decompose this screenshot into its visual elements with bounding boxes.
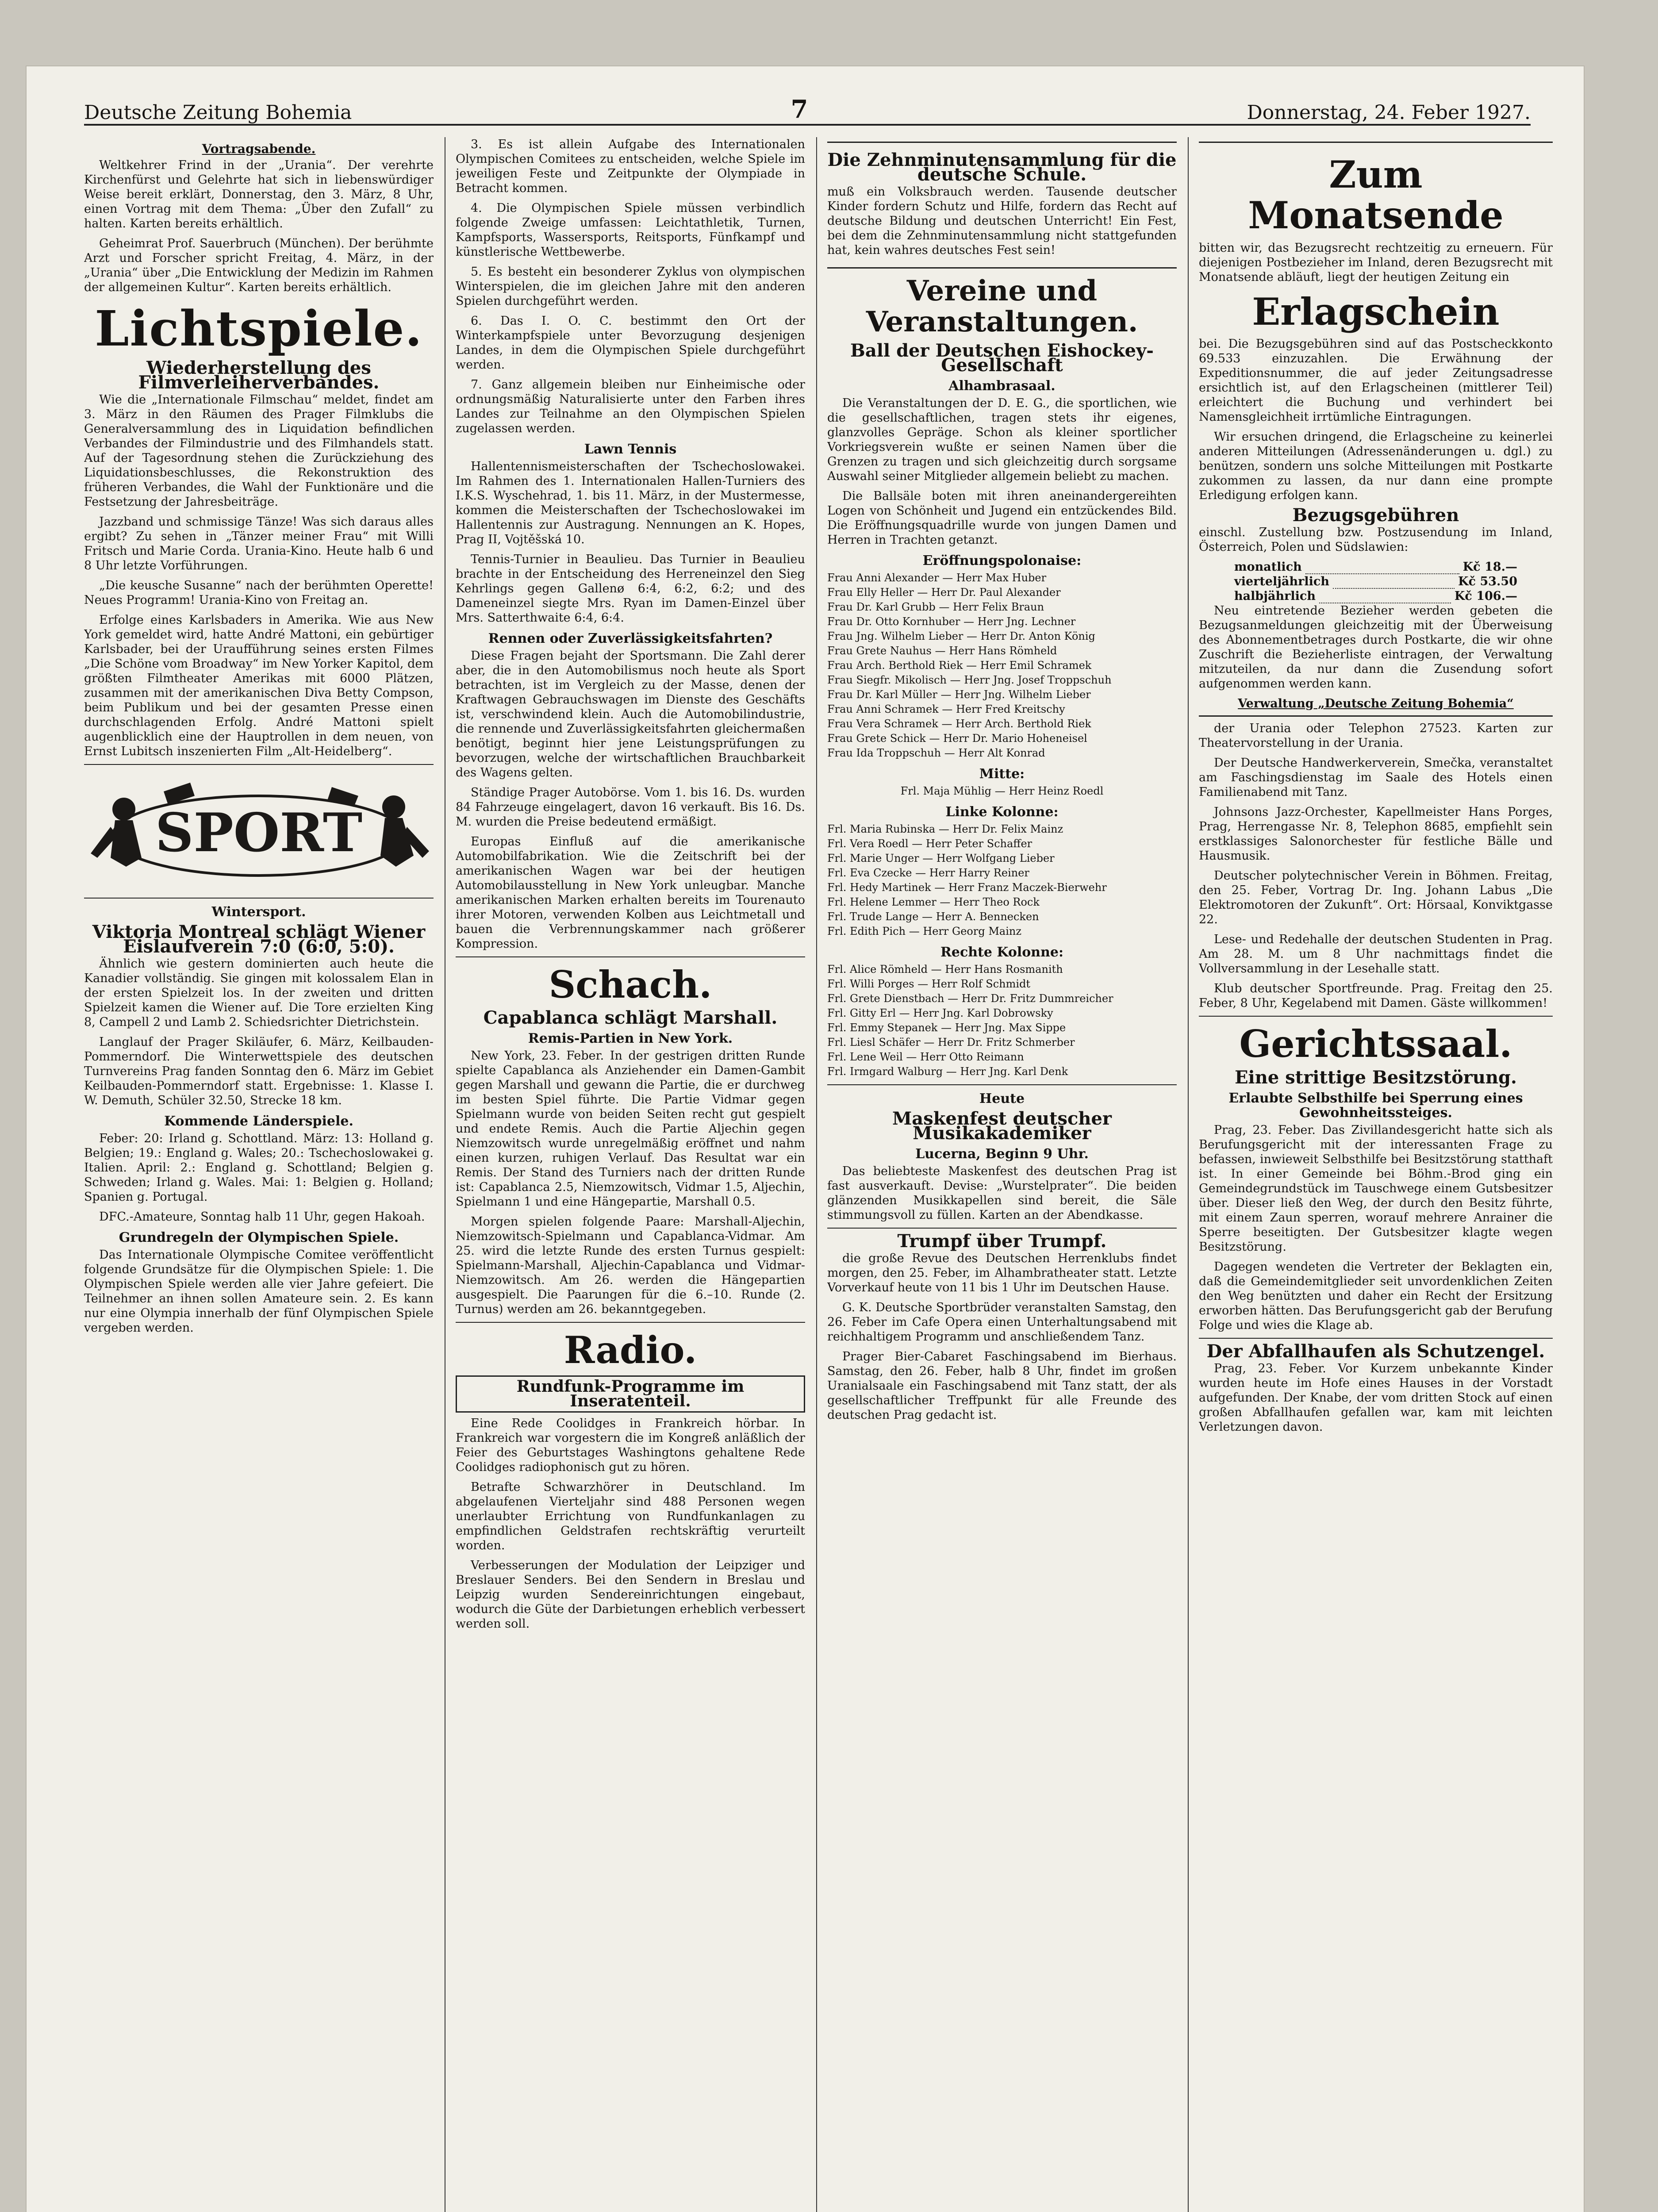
- article-paragraph: Hallentennismeisterschaften der Tschechoslowakei. Im Rahmen des 1. Internationalen Hallen-Turniers des I.K.S. Wyschehrad, 1. bis 11. März, in der Mustermesse, kommen die Meisterschaften der Tschechoslowakei im Hallentennis zur Austragung. Nennungen an K. Hopes, Prag II, Vojtěšská 10.: [456, 460, 805, 546]
- price-table: [1199, 560, 1553, 603]
- article-heading: Rennen oder Zuverlässigkeitsfahrten?: [488, 631, 773, 646]
- verwaltung-signature: Verwaltung „Deutsche Zeitung Bohemia“: [1238, 697, 1514, 711]
- price-value: Kč 18.—: [1462, 560, 1517, 574]
- list-item: Frau Anni Alexander — Herr Max Huber: [827, 571, 1047, 584]
- list-item: Frl. Eva Czecke — Herr Harry Reiner: [827, 866, 1029, 879]
- list-item: Frl. Willi Porges — Herr Rolf Schmidt: [827, 977, 1031, 990]
- article-kicker: Heute: [979, 1091, 1025, 1106]
- list-item: Frau Anni Schramek — Herr Fred Kreitschy: [827, 703, 1065, 715]
- divider: [1199, 1338, 1553, 1339]
- list-item: Frl. Irmgard Walburg — Herr Jng. Karl Denk: [827, 1065, 1068, 1078]
- list-heading: Rechte Kolonne:: [940, 944, 1064, 960]
- price-row: [1234, 589, 1517, 603]
- article-subheading: Alhambrasaal.: [948, 378, 1055, 394]
- article-heading: Capablanca schlägt Marshall.: [483, 1007, 778, 1029]
- dot-leader: [1319, 589, 1451, 603]
- article-heading: Grundregeln der Olympischen Spiele.: [119, 1230, 399, 1245]
- article-paragraph: Der Deutsche Handwerkerverein, Smečka, veranstaltet am Faschingsdienstag im Saale des Hotels einen Familienabend mit Tanz.: [1199, 756, 1553, 799]
- list-item: Frau Jng. Wilhelm Lieber — Herr Dr. Anton König: [827, 630, 1095, 642]
- article-subheading: Remis-Partien in New York.: [528, 1031, 733, 1047]
- article-paragraph: Langlauf der Prager Skiläufer, 6. März, Keilbauden-Pommerndorf. Die Winterwettspiele des deutschen Turnvereins Prag fanden Sonntag den 6. März im Gebiet Keilbauden-Pommerndorf statt. Ergebnisse: 1. Klasse I. W. Demuth, Schüler 32.50, Strecke 18 km.: [84, 1035, 434, 1107]
- section-heading-vortraege: Vortragsabende.: [202, 142, 316, 156]
- left-column-list: [827, 822, 1177, 939]
- list-item: Frau Arch. Berthold Riek — Herr Emil Schramek: [827, 659, 1092, 672]
- divider: [827, 1228, 1177, 1229]
- article-paragraph: Ähnlich wie gestern dominierten auch heute die Kanadier vollständig. Sie gingen mit kolossalem Elan in der ersten Spielzeit los. In der zweiten und dritten Spielzeit kamen die Wiener auf. Die Tore erzielten King 8, Campell 2 und Lamb 2. Schiedsrichter Dietrichstein.: [84, 957, 434, 1029]
- article-paragraph: Jazzband und schmissige Tänze! Was sich daraus alles ergibt? Zu sehen in „Tänzer meiner Frau“ mit Willi Fritsch und Marie Corda. Urania-Kino. Heute halb 6 und 8 Uhr letzte Vorführungen.: [84, 515, 434, 572]
- article-paragraph: Weltkehrer Frind in der „Urania“. Der verehrte Kirchenfürst und Gelehrte hat sich in liebenswürdiger Weise bereit erklärt, Donnerstag, den 3. März, 8 Uhr, einen Vortrag mit dem Thema: „Über den Zufall“ zu halten. Karten bereits erhältlich.: [84, 158, 434, 230]
- column-rule: [816, 137, 817, 2212]
- subscription-notice: [1199, 142, 1553, 717]
- divider: [1199, 1016, 1553, 1017]
- article-paragraph: Prager Bier-Cabaret Faschingsabend im Bierhaus. Samstag, den 26. Feber, halb 8 Uhr, findet im großen Uranialsaale ein Faschingsabend mit Tanz statt, der als gesellschaftlicher Treffpunkt für alle Freunde des deutschen Prag gedacht ist.: [827, 1349, 1177, 1422]
- sport-graphic-word: SPORT: [155, 802, 363, 864]
- right-column-list: [827, 962, 1177, 1079]
- article-paragraph: Erfolge eines Karlsbaders in Amerika. Wie aus New York gemeldet wird, hatte André Mattoni, ein gebürtiger Karlsbader, bei der Uraufführung seines ersten Filmes „Die Schöne vom Broadway“ im New Yorker Kapitol, dem größten Filmtheater Amerikas mit 6000 Plätzen, zusammen mit der amerikanischen Diva Betty Compson, beim Publikum und bei der gesamten Presse einen durchschlagenden Erfolg. André Mattoni spielt augenblicklich eine der Hauptrollen in dem neuen, von Ernst Lubitsch inszenierten Film „Alt-Heidelberg“.: [84, 613, 434, 758]
- price-value: Kč 53.50: [1458, 575, 1517, 589]
- list-item: Frau Siegfr. Mikolisch — Herr Jng. Josef Troppschuh: [827, 673, 1112, 686]
- list-item: Frau Grete Schick — Herr Dr. Mario Hoheneisel: [827, 732, 1087, 745]
- column-3: [827, 137, 1177, 2212]
- list-heading: Mitte:: [979, 766, 1025, 782]
- masthead-paper-name: Deutsche Zeitung Bohemia: [84, 101, 352, 124]
- list-item: Frl. Hedy Martinek — Herr Franz Maczek-Bierwehr: [827, 881, 1107, 894]
- article-heading: Eine strittige Besitzstörung.: [1235, 1067, 1517, 1088]
- article-paragraph: die große Revue des Deutschen Herrenklubs findet morgen, den 25. Feber, im Alhambratheater statt. Letzte Vorverkauf heute von 11 bis 1 Uhr im Deutschen Hause.: [827, 1251, 1177, 1294]
- article-paragraph: „Die keusche Susanne“ nach der berühmten Operette! Neues Programm! Urania-Kino von Freitag an.: [84, 579, 434, 607]
- article-subheading: Lucerna, Beginn 9 Uhr.: [915, 1146, 1089, 1162]
- article-paragraph: 4. Die Olympischen Spiele müssen verbindlich folgende Zweige umfassen: Leichtathletik, Turnen, Kampfsports, Wassersports, Reitsports, Fünfkampf und künstlerische Wettbewerbe.: [456, 201, 805, 259]
- sport-illustration-graphic: [84, 765, 434, 898]
- list-item: Frl. Vera Roedl — Herr Peter Schaffer: [827, 837, 1032, 850]
- article-heading: Ball der Deutschen Eishockey-Gesellschaft: [850, 340, 1154, 376]
- list-item: Frl. Grete Dienstbach — Herr Dr. Fritz Dummreicher: [827, 992, 1113, 1005]
- article-heading: Kommende Länderspiele.: [164, 1114, 353, 1129]
- section-heading-gerichtssaal: Gerichtssaal.: [1239, 1022, 1512, 1066]
- radio-program-box: Rundfunk-Programme im Inseratenteil.: [456, 1375, 805, 1413]
- notice-heading: Bezugsgebühren: [1292, 505, 1459, 526]
- article-paragraph: bei. Die Bezugsgebühren sind auf das Postscheckkonto 69.533 einzuzahlen. Die Erwähnung der Expeditionsnummer, die auf jeder Zeitungsadresse ersichtlich ist, auf den Erlagscheinen (mittlerer Teil) erleichtert die Buchung und verhindert bei Namensgleichheit irrtümliche Eintragungen.: [1199, 337, 1553, 424]
- article-paragraph: Neu eintretende Bezieher werden gebeten die Bezugsanmeldungen gleichzeitig mit der Überweisung des Abonnementbetrages durch Postkarte, die wir ohne Zuschrift die Bezieherliste eintragen, der Verwaltung mitzuteilen, da nur dann die Zusendung sofort aufgenommen werden kann.: [1199, 604, 1553, 691]
- divider: [827, 1084, 1177, 1085]
- notice-heading: Zum Monatsende: [1248, 153, 1504, 238]
- article-paragraph: 5. Es besteht ein besonderer Zyklus von olympischen Winterspielen, die im gleichen Jahre mit den anderen Spielen durchgeführt werden.: [456, 265, 805, 308]
- price-row: [1234, 574, 1517, 589]
- article-heading: Die Zehnminutensammlung für die deutsche Schule.: [827, 150, 1177, 185]
- article-paragraph: Betrafte Schwarzhörer in Deutschland. Im abgelaufenen Vierteljahr sind 488 Personen wegen unerlaubter Errichtung von Rundfunkanlagen zu empfindlichen Geldstrafen rechtskräftig verurteilt worden.: [456, 1480, 805, 1552]
- article-paragraph: Dagegen wendeten die Vertreter der Beklagten ein, daß die Gemeindemitglieder seit unvordenklichen Zeiten den Weg benützten und daher ein Recht der Ersitzung erworben hätten. Das Berufungsgericht gab der Berufung Folge und wies die Klage ab.: [1199, 1260, 1553, 1332]
- masthead-date: Donnerstag, 24. Feber 1927.: [1247, 101, 1531, 124]
- article-paragraph: Tennis-Turnier in Beaulieu. Das Turnier in Beaulieu brachte in der Entscheidung des Herreneinzel den Sieg Kehrlings gegen Gallenø 6:4, 6:2, 6:2; und des Dameneinzel siegte Mrs. Ryan im Damen-Einzel über Mrs. Satterthwaite 6:4, 6:4.: [456, 553, 805, 625]
- article-paragraph: 7. Ganz allgemein bleiben nur Einheimische oder ordnungsmäßig Naturalisierte unter den Farben ihres Landes zur Teilnahme an den Olympischen Spielen zugelassen werden.: [456, 378, 805, 435]
- list-item: Frl. Marie Unger — Herr Wolfgang Lieber: [827, 852, 1055, 864]
- article-paragraph: Die Ballsäle boten mit ihren aneinandergereihten Logen von Schönheit und Jugend ein entzückendes Bild. Die Eröffnungsquadrille wurde von jungen Damen und Herren in Trachten getanzt.: [827, 489, 1177, 547]
- list-item: Frau Dr. Karl Müller — Herr Jng. Wilhelm Lieber: [827, 688, 1091, 701]
- list-heading: Linke Kolonne:: [945, 804, 1059, 820]
- list-heading: Eröffnungspolonaise:: [922, 553, 1082, 568]
- article-paragraph: Die Veranstaltungen der D. E. G., die sportlichen, wie die gesellschaftlichen, tragen stets ihr eigenes, glanzvolles Gepräge. Schon als kleiner sportlicher Vorkriegsverein wußte er seinen Namen über die Grenzen zu tragen und sich gleichzeitig durch sorgsame Auswahl seiner Mitglieder allgemein beliebt zu machen.: [827, 396, 1177, 483]
- article-paragraph: Deutscher polytechnischer Verein in Böhmen. Freitag, den 25. Feber, Vortrag Dr. Ing. Johann Labus „Die Elektromotoren der Zukunft“. Ort: Hörsaal, Konviktgasse 22.: [1199, 869, 1553, 927]
- article-heading: Maskenfest deutscher Musikakademiker: [892, 1108, 1112, 1144]
- list-item: Frl. Gitty Erl — Herr Jng. Karl Dobrowsky: [827, 1006, 1053, 1019]
- column-4: [1199, 137, 1553, 2212]
- article-paragraph: Wie die „Internationale Filmschau“ meldet, findet am 3. März in den Räumen des Prager Filmklubs die Generalversammlung des in Liquidation befindlichen Verbandes der Filmindustrie und des Filmhandels statt. Auf der Tagesordnung stehen die Zurückziehung des Liquidationsbeschlusses, die Rekonstruktion des früheren Verbandes, die Wahl der Funktionäre und die Festsetzung der Jahresbeiträge.: [84, 393, 434, 509]
- column-rule: [1188, 137, 1189, 2212]
- article-paragraph: einschl. Zustellung bzw. Postzusendung im Inland, Österreich, Polen und Südslawien:: [1199, 526, 1553, 554]
- article-heading: Trumpf über Trumpf.: [897, 1230, 1107, 1252]
- polonaise-list: [827, 571, 1177, 760]
- list-item: Frau Elly Heller — Herr Dr. Paul Alexander: [827, 586, 1061, 599]
- article-paragraph: Europas Einfluß auf die amerikanische Automobilfabrikation. Wie die Zeitschrift bei der amerikanischen Wagen war bei der heutigen Automobilausstellung in New York unleugbar. Manche amerikanischen Marken erhalten bereits im Tourenauto ihrer Motoren, verwenden Kolben aus Leichtmetall und bauen die Verbrennungskammer nach größerer Kompression.: [456, 835, 805, 951]
- list-item: Frau Grete Nauhus — Herr Hans Römheld: [827, 644, 1057, 657]
- masthead: [84, 84, 1531, 126]
- price-row: [1234, 560, 1517, 574]
- article-paragraph: DFC.-Amateure, Sonntag halb 11 Uhr, gegen Hakoah.: [99, 1210, 425, 1224]
- article-paragraph: Johnsons Jazz-Orchester, Kapellmeister Hans Porges, Prag, Herrengasse Nr. 8, Telephon 8685, empfiehlt sein erstklassiges Salonorchester für festliche Bälle und Hausmusik.: [1199, 805, 1553, 863]
- article-paragraph: Ständige Prager Autobörse. Vom 1. bis 16. Ds. wurden 84 Fahrzeuge eingelagert, davon 16 verkauft. Bis 16. Ds. M. wurden die Preise bedeutend ermäßigt.: [456, 786, 805, 829]
- article-subheading: Erlaubte Selbsthilfe bei Sperrung eines Gewohnheitssteiges.: [1228, 1090, 1523, 1121]
- article-paragraph: New York, 23. Feber. In der gestrigen dritten Runde spielte Capablanca als Anziehender ein Damen-Gambit gegen Marshall und gewann die Partie, die er durchweg im besten Spiel führte. Die Partie Vidmar gegen Spielmann wurde von beiden Seiten recht gut gespielt und endete Remis. Auch die Partie Aljechin gegen Niemzowitsch wurde unregelmäßig eröffnet und nahm einen kurzen, ruhigen Verlauf. Das Resultat war ein Remis. Der Stand des Turniers nach der dritten Runde ist: Capablanca 2.5, Niemzowitsch, Vidmar 1.5, Aljechin, Spielmann 1 und eine Hängepartie, Marshall 0.5.: [456, 1049, 805, 1209]
- list-item: Frl. Alice Römheld — Herr Hans Rosmanith: [827, 963, 1063, 975]
- price-label: monatlich: [1234, 560, 1302, 574]
- article-paragraph: Feber: 20: Irland g. Schottland. März: 13: Holland g. Belgien; 19.: England g. Wales; 20.: Tschechoslowakei g. Italien. April: 2.: England g. Schottland; Belgien g. Schweden; Irland g. Wales. Mai: 1: Belgien g. Holland; Spanien g. Portugal.: [84, 1132, 434, 1204]
- list-item: Frau Dr. Otto Kornhuber — Herr Jng. Lechner: [827, 615, 1076, 628]
- section-heading-wintersport: Wintersport.: [211, 904, 306, 920]
- appeal-box: [827, 142, 1177, 269]
- article-heading: Viktoria Montreal schlägt Wiener Eislaufverein 7:0 (6:0, 5:0).: [92, 922, 426, 957]
- column-2: [456, 137, 805, 2212]
- section-heading-radio: Radio.: [564, 1328, 697, 1372]
- price-value: Kč 106.—: [1454, 589, 1517, 603]
- divider: [456, 1322, 805, 1323]
- divider: [456, 956, 805, 957]
- list-item: Frau Vera Schramek — Herr Arch. Berthold Riek: [827, 717, 1091, 730]
- section-heading-lichtspiele: Lichtspiele.: [95, 300, 423, 357]
- article-paragraph: Eine Rede Coolidges in Frankreich hörbar. In Frankreich war vorgestern die im Kongreß anläßlich der Feier des Geburtstages Washingtons gehaltene Rede Coolidges radiophonisch gut zu hören.: [456, 1416, 805, 1474]
- list-item: Frl. Helene Lemmer — Herr Theo Rock: [827, 895, 1040, 908]
- article-heading: Der Abfallhaufen als Schutzengel.: [1206, 1340, 1545, 1362]
- article-paragraph: Lese- und Redehalle der deutschen Studenten in Prag. Am 28. M. um 8 Uhr nachmittags findet die Vollversammlung in der Lesehalle statt.: [1199, 933, 1553, 976]
- section-heading-schach: Schach.: [549, 963, 712, 1006]
- section-heading-vereine: Vereine und Veranstaltungen.: [866, 274, 1138, 339]
- dot-leader: [1333, 574, 1455, 589]
- notice-heading: Erlagschein: [1252, 289, 1500, 334]
- list-item: Frl. Lene Weil — Herr Otto Reimann: [827, 1050, 1024, 1063]
- article-paragraph: der Urania oder Telephon 27523. Karten zur Theatervorstellung in der Urania.: [1199, 722, 1553, 750]
- column-1: [84, 137, 434, 2212]
- article-paragraph: muß ein Volksbrauch werden. Tausende deutscher Kinder fordern Schutz und Hilfe, fordern das Recht auf deutsche Bildung und deutschen Unterricht! Ein Fest, bei dem die Zehnminutensammlung nicht stattgefunden hat, kein wahres deutsches Fest sein!: [827, 185, 1177, 257]
- article-paragraph: Klub deutscher Sportfreunde. Prag. Freitag den 25. Feber, 8 Uhr, Kegelabend mit Damen. Gäste willkommen!: [1199, 982, 1553, 1010]
- article-paragraph: Geheimrat Prof. Sauerbruch (München). Der berühmte Arzt und Forscher spricht Freitag, 4. März, in der „Urania“ über „Die Entwicklung der Medizin im Rahmen der allgemeinen Kultur“. Karten bereits erhältlich.: [84, 237, 434, 294]
- section-heading-tennis: Lawn Tennis: [584, 442, 677, 457]
- list-item: Frau Dr. Karl Grubb — Herr Felix Braun: [827, 600, 1044, 613]
- list-item: Frl. Edith Pich — Herr Georg Mainz: [827, 925, 1021, 937]
- list-item: Frl. Liesl Schäfer — Herr Dr. Fritz Schmerber: [827, 1036, 1075, 1048]
- article-paragraph: Prag, 23. Feber. Das Zivillandesgericht hatte sich als Berufungsgericht mit der interessanten Frage zu befassen, inwieweit Selbsthilfe bei Besitzstörung statthaft ist. In einer Gemeinde bei Böhm.-Brod ging ein Gemeindegrundstück im Tauschwege einem Gutsbesitzer über. Dieser ließ den Weg, der durch den Besitz führte, mit einem Zaun sperren, worauf mehrere Anrainer die Sperre beseitigten. Der Gutsbesitzer klagte wegen Besitzstörung.: [1199, 1123, 1553, 1254]
- article-paragraph: Prag, 23. Feber. Vor Kurzem unbekannte Kinder wurden heute im Hofe eines Hauses in der Vorstadt aufgefunden. Der Knabe, der vom dritten Stock auf einen großen Abfallhaufen gefallen war, kam mit leichten Verletzungen davon.: [1199, 1361, 1553, 1434]
- article-paragraph: Wir ersuchen dringend, die Erlagscheine zu keinerlei anderen Mitteilungen (Adressenänderungen u. dgl.) zu benützen, sondern uns solche Mitteilungen mit Postkarte zukommen zu lassen, da nur dann eine prompte Erledigung erfolgen kann.: [1199, 430, 1553, 503]
- article-heading: Wiederherstellung des Filmverleiherverbandes.: [138, 357, 380, 393]
- article-paragraph: Das beliebteste Maskenfest des deutschen Prag ist fast ausverkauft. Devise: „Wurstelprater“. Die beiden glänzenden Musikkapellen sind bereit, die Säle stimmungsvoll zu füllen. Karten an der Abendkasse.: [827, 1164, 1177, 1222]
- list-item: Frau Ida Troppschuh — Herr Alt Konrad: [827, 746, 1045, 759]
- page-number: 7: [791, 95, 808, 124]
- sport-banner-illustration: [84, 764, 434, 899]
- article-paragraph: G. K. Deutsche Sportbrüder veranstalten Samstag, den 26. Feber im Cafe Opera einen Unterhaltungsabend mit reichhaltigem Programm und anschließendem Tanz.: [827, 1300, 1177, 1344]
- newspaper-page: [27, 66, 1584, 2212]
- article-paragraph: Verbesserungen der Modulation der Leipziger und Breslauer Senders. Bei den Sendern in Breslau und Leipzig wurden Sendereinrichtungen eingebaut, wodurch die Güte der Darbietungen erheblich verbessert werden soll.: [456, 1558, 805, 1631]
- article-paragraph: bitten wir, das Bezugsrecht rechtzeitig zu erneuern. Für diejenigen Postbezieher im Inland, deren Bezugsrecht mit Monatsende abläuft, liegt der heutigen Zeitung ein: [1199, 241, 1553, 284]
- dot-leader: [1305, 560, 1459, 574]
- price-label: halbjährlich: [1234, 589, 1316, 603]
- list-item: Frl. Trude Lange — Herr A. Bennecken: [827, 910, 1039, 923]
- article-paragraph: 6. Das I. O. C. bestimmt den Ort der Winterkampfspiele unter Bevorzugung desjenigen Landes, in dem die Olympischen Spiele durchgeführt werden.: [456, 314, 805, 372]
- list-item: Frl. Emmy Stepanek — Herr Jng. Max Sippe: [827, 1021, 1066, 1034]
- price-label: vierteljährlich: [1234, 575, 1329, 589]
- article-paragraph: Morgen spielen folgende Paare: Marshall-Aljechin, Niemzowitsch-Spielmann und Capablanca-Vidmar. Am 25. wird die letzte Runde des ersten Turnus gespielt: Spielmann-Marshall, Aljechin-Capablanca und Vidmar-Niemzowitsch. Am 26. werden die Hängepartien ausgespielt. Die Paarungen für die 6.–10. Runde (2. Turnus) werden am 26. bekanntgegeben.: [456, 1215, 805, 1317]
- list-item: Frl. Maja Mühlig — Herr Heinz Roedl: [900, 784, 1104, 797]
- article-paragraph: Das Internationale Olympische Comitee veröffentlicht folgende Grundsätze für die Olympischen Spiele: 1. Die Olympischen Spiele werden alle vier Jahre gefeiert. Die Teilnehmer an ihnen sollen Amateure sein. 2. Es kann nur eine Olympia innerhalb der fünf Olympischen Spiele vergeben werden.: [84, 1248, 434, 1335]
- list-item: Frl. Maria Rubinska — Herr Dr. Felix Mainz: [827, 822, 1063, 835]
- article-paragraph: Diese Fragen bejaht der Sportsmann. Die Zahl derer aber, die in den Automobilismus noch heute als Sport betrachten, ist im Vergleich zu der Masse, denen der Kraftwagen Gebrauchswagen im Dienste des Geschäfts ist, verschwindend klein. Auch die Automobilindustrie, die rennende und Zuverlässigkeitsfahrten gleichermaßen benötigt, beginnt hier jene Leistungsprüfungen zu bevorzugen, welche der wirtschaftlichen Brauchbarkeit des Wagens gelten.: [456, 649, 805, 780]
- article-paragraph: 3. Es ist allein Aufgabe des Internationalen Olympischen Comitees zu entscheiden, welche Spiele im jeweiligen Feste und Zeitpunkte der Olympiade in Betracht kommen.: [456, 138, 805, 195]
